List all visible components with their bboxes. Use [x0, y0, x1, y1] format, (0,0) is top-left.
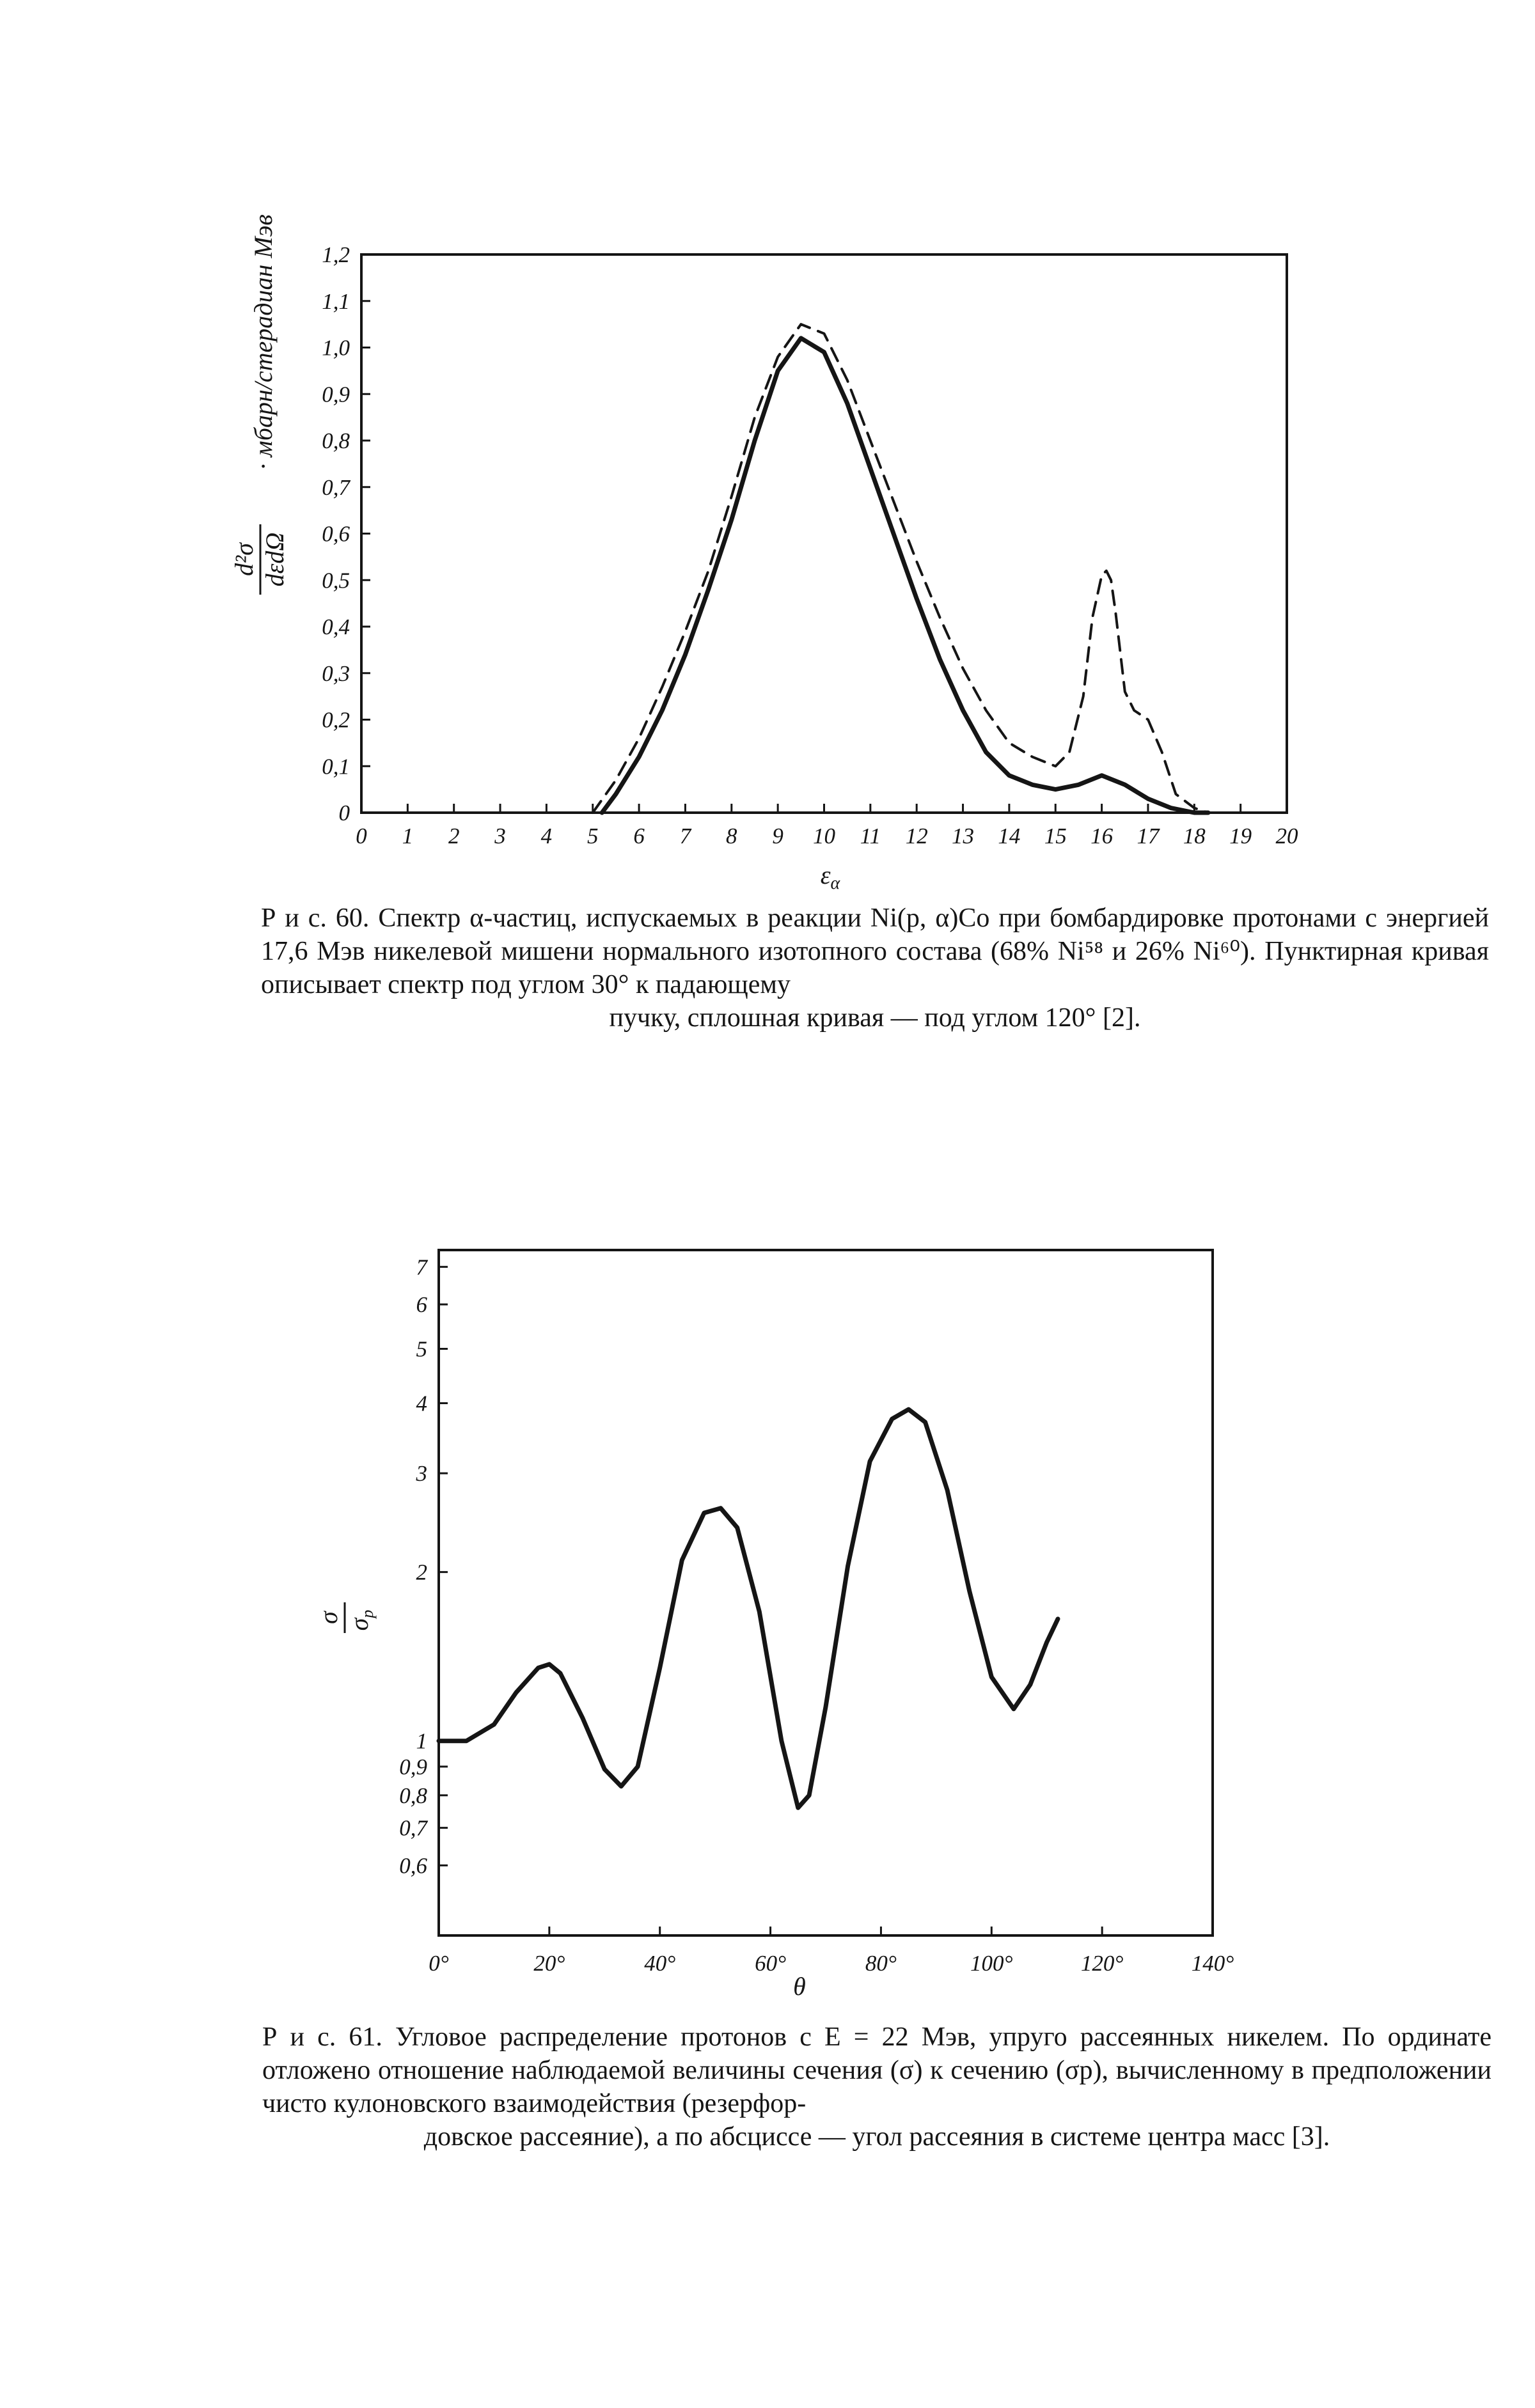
chart1-series-solid-line	[602, 338, 1208, 813]
figure-60-label: Р и с. 60.	[261, 903, 370, 933]
chart2-series	[439, 1409, 1058, 1808]
chart2-x-ticks	[429, 1927, 1234, 1976]
chart1-x-tick-label: 2	[448, 824, 460, 848]
chart1-y-tick-label: 1,0	[322, 335, 350, 361]
chart2-y-tick-label: 2	[416, 1560, 427, 1585]
svg-text:σ: σ	[314, 1611, 343, 1624]
chart1-x-tick-label: 6	[633, 824, 645, 848]
chart2-y-tick-label: 0,7	[399, 1815, 427, 1841]
chart1-y-tick-label: 0,4	[322, 614, 350, 639]
alpha-spectrum-chart	[230, 214, 1298, 893]
angular-distribution-chart	[314, 1250, 1234, 2001]
chart1-y-axis-label	[230, 214, 289, 595]
chart1-x-tick-label: 11	[860, 824, 881, 848]
chart1-x-tick-label: 12	[905, 824, 928, 848]
chart2-x-tick-label: 20°	[533, 1951, 565, 1976]
figure-60-caption-text: Спектр α-частиц, испускаемых в реакции Ni(p, α)Co при бомбардировке протонами с энергией 17,6 Мэв никелевой мишени нормального изотопного состава (68% Ni⁵⁸ и 26% Ni⁶⁰). Пунктирная кривая описывает спектр под углом 30° к падающему	[261, 903, 1489, 999]
figure-61-caption	[262, 2021, 1492, 2154]
chart2-y-tick-label: 6	[416, 1292, 427, 1318]
chart1-series	[593, 324, 1208, 813]
chart2-y-tick-label: 5	[416, 1336, 427, 1362]
chart2-y-tick-label: 0,6	[399, 1853, 427, 1879]
chart1-x-tick-label: 3	[494, 824, 506, 848]
chart1-x-tick-label: 4	[540, 824, 553, 848]
svg-text:dεdΩ: dεdΩ	[260, 532, 289, 587]
chart2-x-tick-label: 40°	[644, 1951, 676, 1976]
chart1-x-tick-label: 20	[1275, 824, 1298, 848]
chart2-y-tick-label: 0,9	[399, 1754, 427, 1779]
chart1-x-tick-label: 8	[726, 824, 737, 848]
chart2-frame	[439, 1250, 1213, 1935]
chart2-x-tick-label: 60°	[755, 1951, 787, 1976]
chart2-x-tick-label: 80°	[865, 1951, 897, 1976]
svg-text:· мбарн/стерадиан Мэв: · мбарн/стерадиан Мэв	[249, 214, 278, 470]
chart1-y-tick-label: 0,3	[322, 661, 350, 686]
chart2-y-tick-label: 7	[416, 1255, 427, 1280]
chart1-y-tick-label: 1,1	[322, 288, 350, 314]
chart1-y-tick-label: 0,7	[322, 474, 350, 500]
svg-text:σp: $\sigma_p$	[345, 1609, 377, 1631]
chart1-x-ticks	[356, 804, 1298, 848]
chart1-x-tick-label: 18	[1183, 824, 1206, 848]
chart1-y-tick-label: 0,9	[322, 382, 350, 407]
chart1-y-tick-label: 0,6	[322, 521, 350, 547]
figure-60-caption	[261, 902, 1489, 1035]
chart1-frame	[361, 254, 1287, 813]
chart1-x-tick-label: 0	[356, 824, 367, 848]
chart1-y-ticks	[322, 242, 370, 825]
chart1-x-tick-label: 7	[679, 824, 691, 848]
chart1-x-tick-label: 13	[952, 824, 975, 848]
chart1-y-tick-label: 0	[338, 801, 350, 825]
chart1-series-dashed-line	[593, 324, 1208, 813]
figure-60-caption-last-line: пучку, сплошная кривая — под углом 120° [2].	[609, 1003, 1141, 1033]
chart1-y-tick-label: 0,5	[322, 568, 350, 593]
chart1-x-tick-label: 19	[1229, 824, 1252, 848]
chart1-x-axis-label: $\varepsilon_\alpha$	[820, 861, 840, 893]
figure-61-caption-text: Угловое распределение протонов с E = 22 Мэв, упруго рассеянных никелем. По ординате отложено отношение наблюдаемой величины сечения (σ) к сечению (σp), вычисленному в предположении чисто кулоновского взаимодействия (резерфор-	[262, 2022, 1492, 2118]
chart2-y-ticks	[399, 1255, 448, 1878]
chart2-y-tick-label: 3	[416, 1461, 427, 1487]
chart1-x-tick-label: 9	[772, 824, 783, 848]
chart2-x-tick-label: 0°	[429, 1951, 449, 1976]
chart1-y-tick-label: 0,2	[322, 707, 350, 733]
chart2-x-tick-label: 100°	[970, 1951, 1013, 1976]
chart2-y-tick-label: 1	[416, 1728, 427, 1754]
chart2-series-solid-line	[439, 1409, 1058, 1808]
chart2-x-axis-label: θ	[793, 1972, 806, 2001]
chart1-y-tick-label: 0,8	[322, 428, 350, 453]
chart2-y-tick-label: 0,8	[399, 1783, 427, 1808]
chart1-x-tick-label: 5	[587, 824, 599, 848]
figure-61-caption-last-line: довское рассеяние), а по абсциссе — угол рассеяния в системе центра масс [3].	[423, 2122, 1330, 2152]
chart1-x-tick-label: 15	[1044, 824, 1067, 848]
chart1-x-tick-label: 14	[998, 824, 1021, 848]
chart2-y-tick-label: 4	[416, 1391, 427, 1416]
chart1-x-tick-label: 17	[1137, 824, 1160, 848]
chart2-x-tick-label: 120°	[1080, 1951, 1124, 1976]
chart1-x-tick-label: 16	[1090, 824, 1114, 848]
chart2-y-axis-label	[314, 1602, 377, 1633]
chart1-y-tick-label: 0,1	[322, 754, 350, 779]
chart1-x-tick-label: 1	[402, 824, 414, 848]
chart2-x-tick-label: 140°	[1191, 1951, 1234, 1976]
svg-text:d²σ: d²σ	[230, 543, 258, 576]
figure-61-label: Р и с. 61.	[262, 2022, 382, 2052]
chart1-y-tick-label: 1,2	[322, 242, 350, 267]
chart1-x-tick-label: 10	[813, 824, 835, 848]
